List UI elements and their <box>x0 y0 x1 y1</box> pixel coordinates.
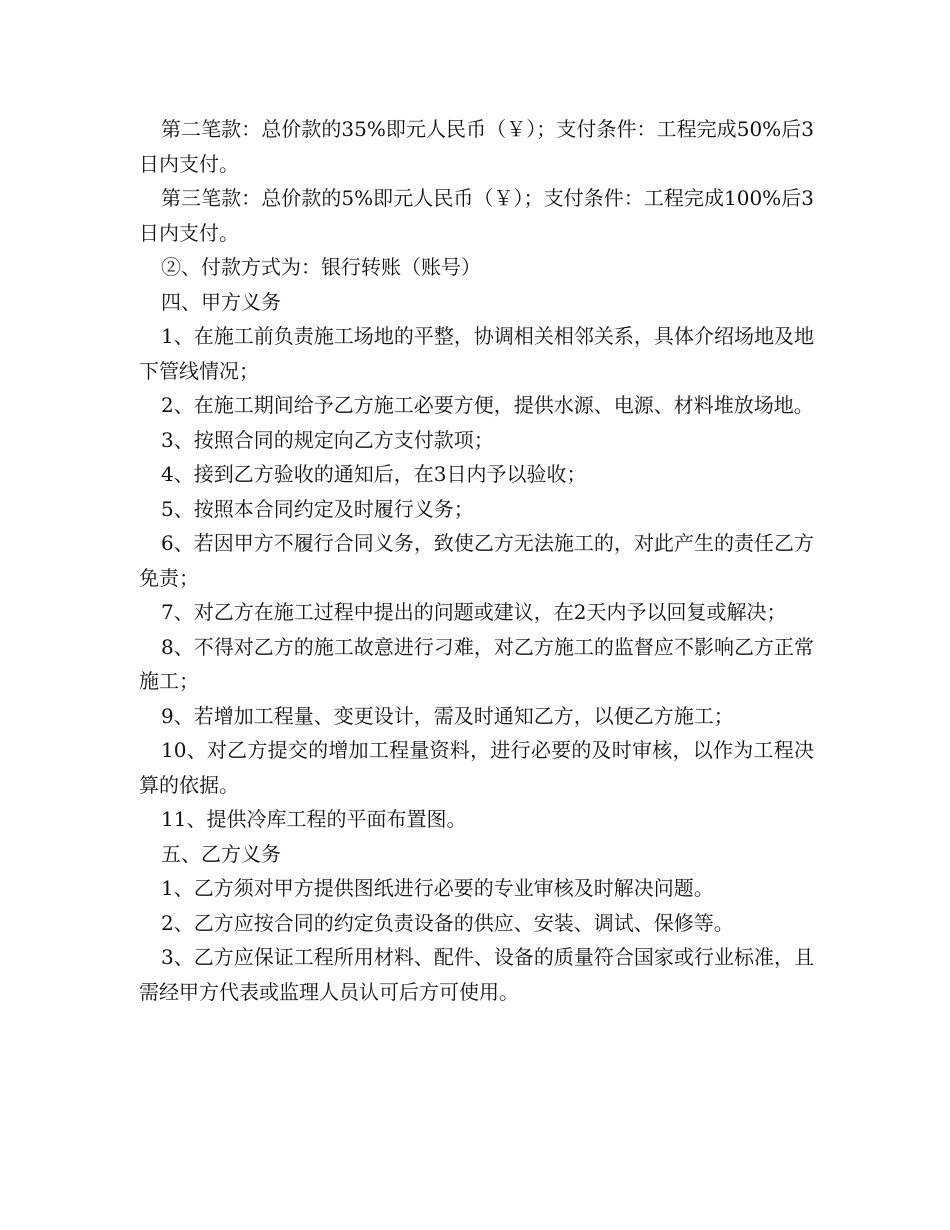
section-heading-party-a-obligations: 四、甲方义务 <box>161 289 281 314</box>
list-item: 10、对乙方提交的增加工程量资料，进行必要的及时审核，以作为工程决算的依据。 <box>139 738 814 797</box>
paragraph-third-payment: 第三笔款：总价款的5%即元人民币（￥）；支付条件：工程完成100%后3日内支付。 <box>139 186 814 245</box>
paragraph-payment-method: ②、付款方式为：银行转账（账号） <box>161 255 481 279</box>
list-item: 9、若增加工程量、变更设计，需及时通知乙方，以便乙方施工； <box>161 703 734 728</box>
paragraph-second-payment: 第二笔款：总价款的35%即元人民币（￥）；支付条件：工程完成50%后3日内支付。 <box>139 117 814 176</box>
section-heading-party-b-obligations: 五、乙方义务 <box>161 841 281 866</box>
list-item: 3、按照合同的规定向乙方支付款项； <box>161 427 494 452</box>
list-item: 5、按照本合同约定及时履行义务； <box>161 496 474 521</box>
list-item: 6、若因甲方不履行合同义务，致使乙方无法施工的，对此产生的责任乙方免责； <box>139 531 814 590</box>
list-item: 7、对乙方在施工过程中提出的问题或建议，在2天内予以回复或解决； <box>161 600 787 624</box>
list-item: 11、提供冷库工程的平面布置图。 <box>161 807 467 831</box>
list-item: 1、在施工前负责施工场地的平整，协调相关相邻关系，具体介绍场地及地下管线情况； <box>139 324 814 383</box>
list-item: 8、不得对乙方的施工故意进行刁难，对乙方施工的监督应不影响乙方正常施工； <box>139 634 814 693</box>
document-body <box>139 112 814 1009</box>
list-item: 3、乙方应保证工程所用材料、配件、设备的质量符合国家或行业标准，且需经甲方代表或监理人员认可后方可使用。 <box>139 945 814 1004</box>
list-item: 2、乙方应按合同的约定负责设备的供应、安装、调试、保修等。 <box>161 910 734 935</box>
list-item: 4、接到乙方验收的通知后，在3日内予以验收； <box>161 462 587 486</box>
list-item: 1、乙方须对甲方提供图纸进行必要的专业审核及时解决问题。 <box>161 876 714 900</box>
list-item: 2、在施工期间给予乙方施工必要方便，提供水源、电源、材料堆放场地。 <box>161 393 814 417</box>
